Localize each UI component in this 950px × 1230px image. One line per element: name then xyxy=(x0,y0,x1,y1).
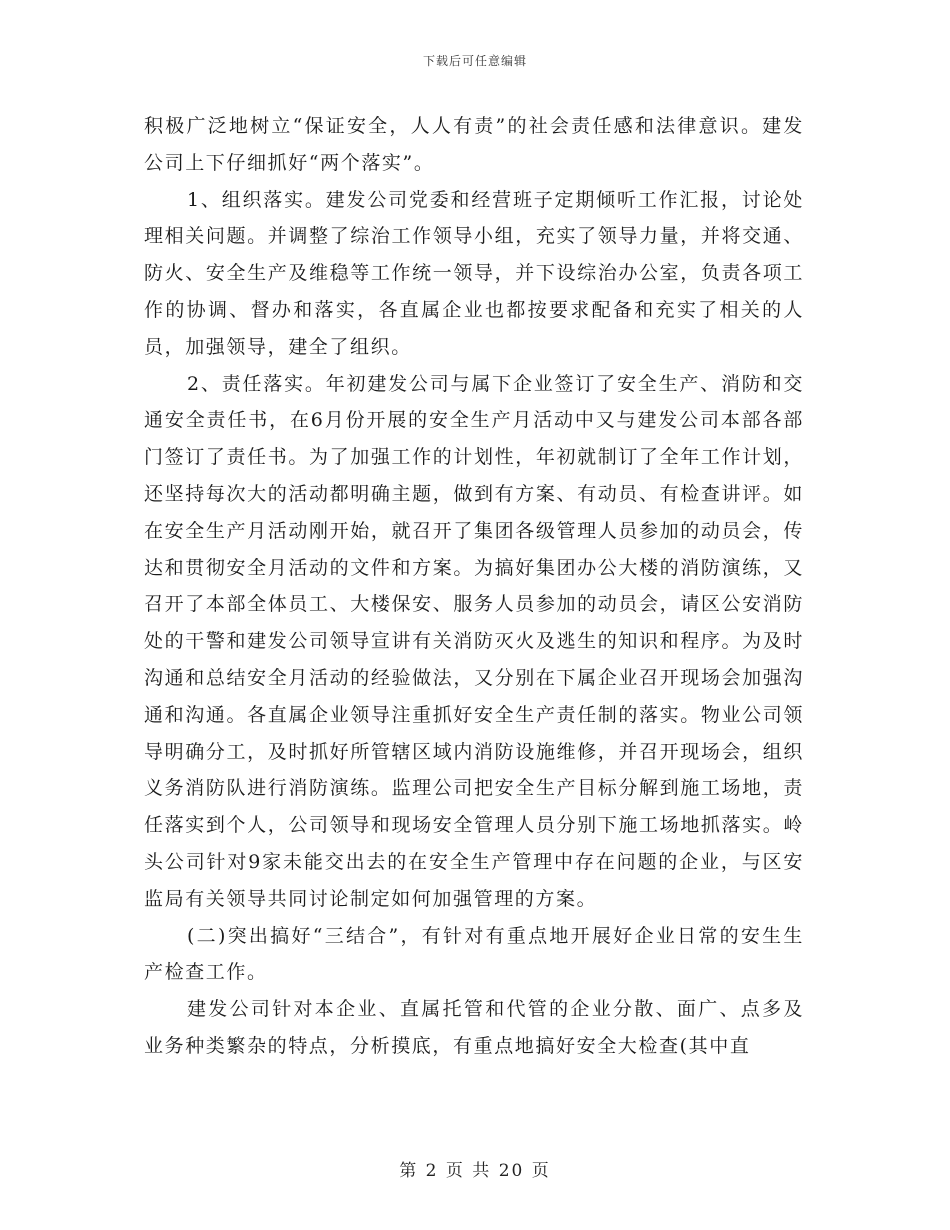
paragraph-section-two: (二)突出搞好“三结合”，有针对有重点地开展好企业日常的安生生产检查工作。 xyxy=(144,924,804,984)
document-body xyxy=(144,108,804,1065)
paragraph-responsibility: 2、责任落实。年初建发公司与属下企业签订了安全生产、消防和交通安全责任书，在6月份开展的安全生产月活动中又与建发公司本部各部门签订了责任书。为了加强工作的计划性，年初就制订了全年工作计划，还坚持每次大的活动都明确主题，做到有方案、有动员、有检查讲评。如在安全生产月活动刚开始，就召开了集团各级管理人员参加的动员会，传达和贯彻安全月活动的文件和方案。为搞好集团办公大楼的消防演练，又召开了本部全体员工、大楼保安、服务人员参加的动员会，请区公安消防处的干警和建发公司领导宣讲有关消防灭火及逃生的知识和程序。为及时沟通和总结安全月活动的经验做法，又分别在下属企业召开现场会加强沟通和沟通。各直属企业领导注重抓好安全生产责任制的落实。物业公司领导明确分工，及时抓好所管辖区域内消防设施维修，并召开现场会，组织义务消防队进行消防演练。监理公司把安全生产目标分解到施工场地，责任落实到个人，公司领导和现场安全管理人员分别下施工场地抓落实。岭头公司针对9家未能交出去的在安全生产管理中存在问题的企业，与区安监局有关领导共同讨论制定如何加强管理的方案。 xyxy=(144,372,804,910)
paragraph-organization: 1、组织落实。建发公司党委和经营班子定期倾听工作汇报，讨论处理相关问题。并调整了综治工作领导小组，充实了领导力量，并将交通、防火、安全生产及维稳等工作统一领导，并下设综治办公室，负责各项工作的协调、督办和落实，各直属企业也都按要求配备和充实了相关的人员，加强领导，建全了组织。 xyxy=(144,188,804,358)
paragraph-intro: 积极广泛地树立“保证安全，人人有责”的社会责任感和法律意识。建发公司上下仔细抓好“两个落实”。 xyxy=(144,115,804,174)
paragraph-inspection: 建发公司针对本企业、直属托管和代管的企业分散、面广、点多及业务种类繁杂的特点，分析摸底，有重点地搞好安全大检查(其中直 xyxy=(144,998,804,1057)
page-header: 下载后可任意编辑 xyxy=(422,54,527,68)
page-number: 第 2 页 共 20 页 xyxy=(399,1161,551,1181)
